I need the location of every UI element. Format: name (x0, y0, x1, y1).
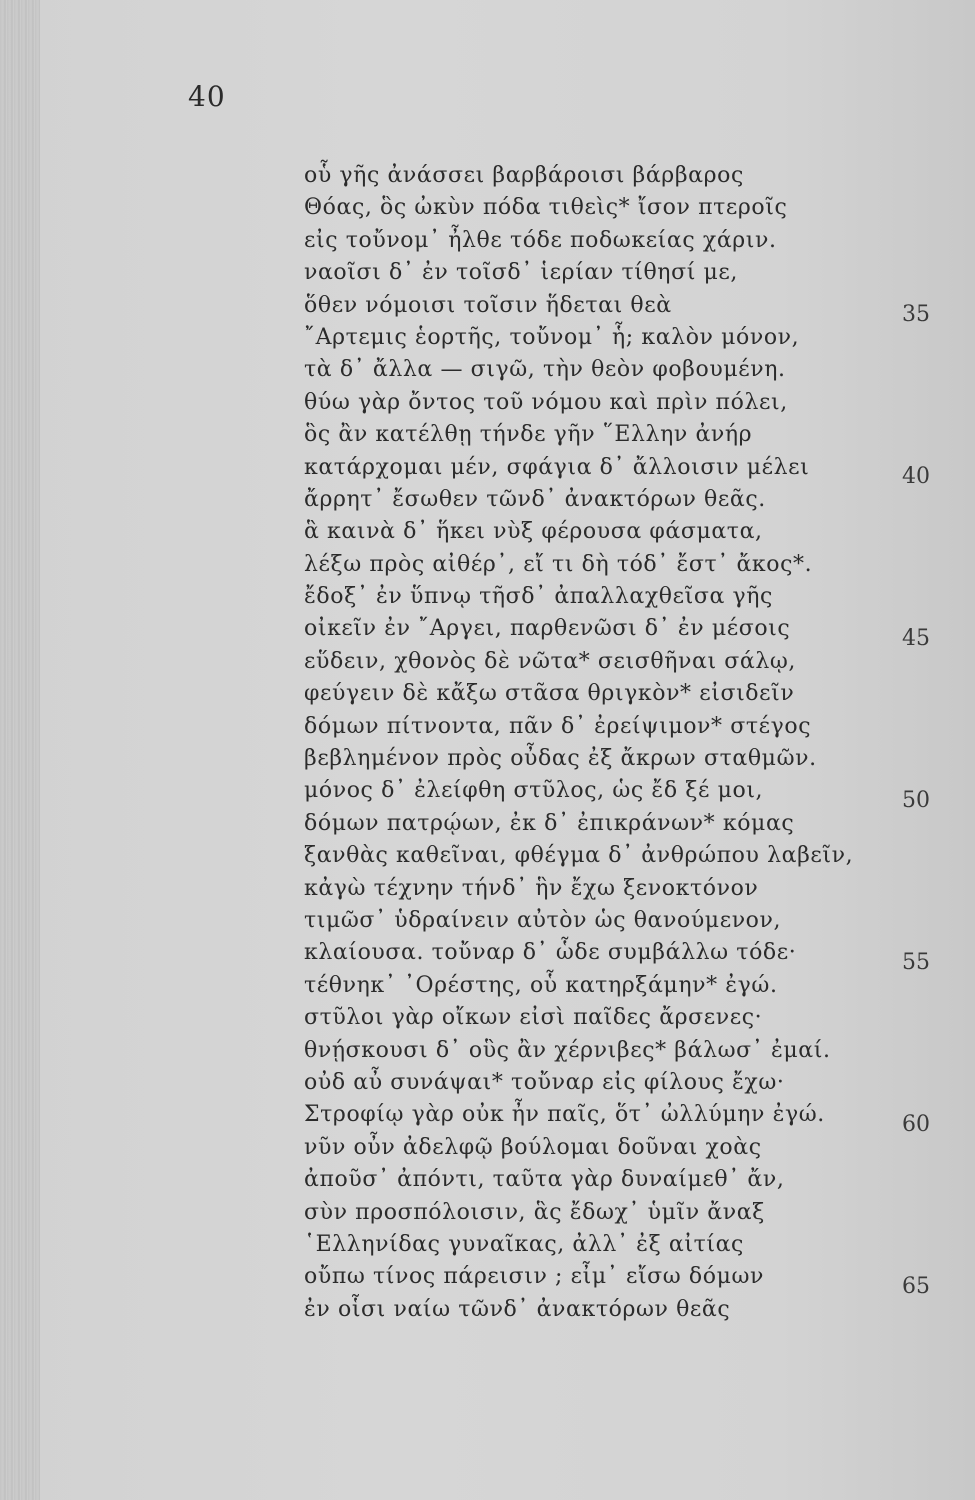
line-number: 40 (902, 464, 930, 489)
verse-line: στῦλοι γὰρ οἴκων εἰσὶ παῖδες ἄρσενες· (304, 1005, 763, 1031)
verse-line: νῦν οὖν ἀδελφῷ βούλομαι δοῦναι χοὰς (304, 1134, 762, 1160)
verse-line: τέθνηκ᾽ ᾿Ορέστης, οὗ κατηρξάμην* ἐγώ. (304, 972, 778, 998)
line-number: 35 (902, 302, 930, 327)
verse-line: εἰς τοὔνομ᾽ ἦλθε τόδε ποδωκείας χάριν. (304, 227, 777, 253)
verse-line: ὅθεν νόμοισι τοῖσιν ἥδεται θεὰ (304, 292, 672, 318)
verse-line: τὰ δ᾽ ἄλλα — σιγῶ, τὴν θεὸν φοβουμένη. (304, 357, 786, 383)
line-number: 55 (902, 950, 930, 975)
verse-text (304, 160, 924, 1326)
line-number: 45 (902, 626, 930, 651)
verse-line: λέξω πρὸς αἰθέρ᾽, εἴ τι δὴ τόδ᾽ ἔστ᾽ ἄκος*. (304, 551, 813, 577)
verse-line: κλαίουσα. τοὔναρ δ᾽ ὧδε συμβάλλω τόδε· (304, 940, 797, 966)
verse-line: ναοῖσι δ᾽ ἐν τοῖσδ᾽ ἱερίαν τίθησί με, (304, 260, 739, 286)
line-number: 65 (902, 1274, 930, 1299)
line-number: 60 (902, 1112, 930, 1137)
verse-line: ἄρρητ᾽ ἔσωθεν τῶνδ᾽ ἀνακτόρων θεᾶς. (304, 486, 766, 512)
verse-line: οὐδ αὖ συνάψαι* τοὔναρ εἰς φίλους ἔχω· (304, 1069, 785, 1095)
verse-line: τιμῶσ᾽ ὑδραίνειν αὐτὸν ὡς θανούμενον, (304, 907, 782, 933)
verse-line: οὔπω τίνος πάρεισιν ; εἶμ᾽ εἴσω δόμων (304, 1264, 765, 1290)
verse-line: θύω γὰρ ὄντος τοῦ νόμου καὶ πρὶν πόλει, (304, 389, 788, 415)
verse-line: θνῄσκουσι δ᾽ οὓς ἂν χέρνιβες* βάλωσ᾽ ἐμαί. (304, 1037, 831, 1063)
verse-line: ῎Αρτεμις ἑορτῆς, τοὔνομ᾽ ἧ; καλὸν μόνον, (304, 324, 800, 350)
verse-line: δόμων πατρῴων, ἐκ δ᾽ ἐπικράνων* κόμας (304, 810, 795, 836)
page-edge (0, 0, 40, 1500)
line-number: 50 (902, 788, 930, 813)
verse-line: βεβλημένον πρὸς οὖδας ἐξ ἄκρων σταθμῶν. (304, 746, 817, 772)
verse-line: ὃς ἂν κατέλθῃ τήνδε γῆν ῞Ελλην ἀνήρ (304, 422, 753, 448)
verse-line: ῾Ελληνίδας γυναῖκας, ἀλλ᾽ ἐξ αἰτίας (304, 1231, 744, 1257)
verse-line: ἀποῦσ᾽ ἀπόντι, ταῦτα γὰρ δυναίμεθ᾽ ἄν, (304, 1167, 785, 1193)
verse-line: ἃ καινὰ δ᾽ ἥκει νὺξ φέρουσα φάσματα, (304, 519, 763, 545)
verse-line: ἐν οἷσι ναίω τῶνδ᾽ ἀνακτόρων θεᾶς (304, 1296, 731, 1322)
verse-line: Στροφίῳ γὰρ οὐκ ἦν παῖς, ὅτ᾽ ὠλλύμην ἐγώ. (304, 1102, 825, 1128)
verse-line: Θόας, ὃς ὠκὺν πόδα τιθεὶς* ἴσον πτεροῖς (304, 195, 788, 221)
verse-line: ξανθὰς καθεῖναι, φθέγμα δ᾽ ἀνθρώπου λαβεῖν, (304, 843, 854, 869)
verse-line: φεύγειν δὲ κἄξω στᾶσα θριγκὸν* εἰσιδεῖν (304, 681, 795, 707)
verse-line: οἰκεῖν ἐν ῎Αργει, παρθενῶσι δ᾽ ἐν μέσοις (304, 616, 791, 642)
page-number: 40 (188, 80, 226, 113)
verse-line: δόμων πίτνοντα, πᾶν δ᾽ ἐρείψιμον* στέγος (304, 713, 812, 739)
verse-line: ἔδοξ᾽ ἐν ὕπνῳ τῆσδ᾽ ἀπαλλαχθεῖσα γῆς (304, 584, 773, 610)
verse-line: κατάρχομαι μέν, σφάγια δ᾽ ἄλλοισιν μέλει (304, 454, 810, 480)
verse-line: σὺν προσπόλοισιν, ἃς ἔδωχ᾽ ὑμῖν ἄναξ (304, 1199, 765, 1225)
verse-line: εὕδειν, χθονὸς δὲ νῶτα* σεισθῆναι σάλῳ, (304, 648, 797, 674)
verse-line: οὗ γῆς ἀνάσσει βαρβάροισι βάρβαρος (304, 163, 744, 188)
verse-line: κἀγὼ τέχνην τήνδ᾽ ἣν ἔχω ξενοκτόνον (304, 875, 759, 901)
verse-line: μόνος δ᾽ ἐλείφθη στῦλος, ὡς ἔδ ξέ μοι, (304, 778, 764, 804)
